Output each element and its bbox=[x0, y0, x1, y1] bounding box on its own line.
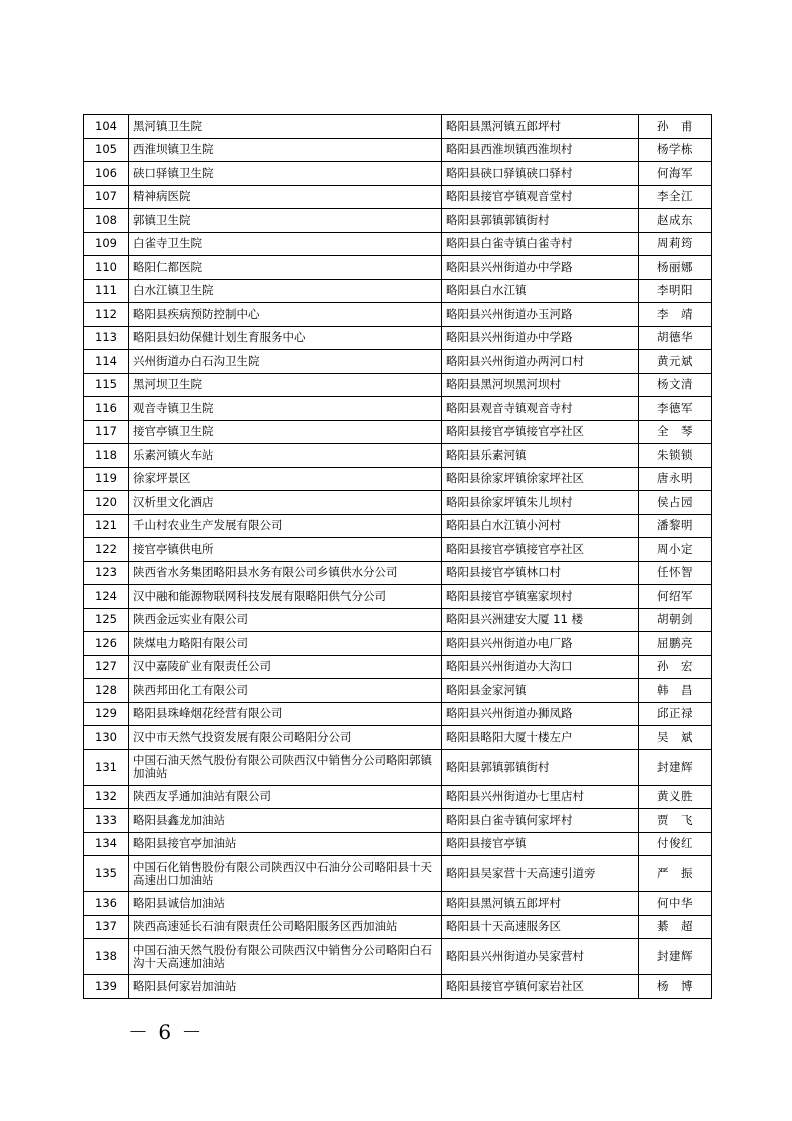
unit-address: 略阳县硖口驿镇硖口驿村 bbox=[442, 162, 639, 186]
unit-address: 略阳县接官亭镇林口村 bbox=[442, 561, 639, 585]
row-number: 137 bbox=[84, 915, 129, 939]
unit-name: 略阳仁都医院 bbox=[129, 256, 442, 280]
table-row bbox=[84, 350, 712, 374]
contact-person: 孙 甫 bbox=[639, 115, 712, 139]
unit-name: 黑河镇卫生院 bbox=[129, 115, 442, 139]
unit-address: 略阳县金家河镇 bbox=[442, 679, 639, 703]
unit-name: 陕西高速延长石油有限责任公司略阳服务区西加油站 bbox=[129, 915, 442, 939]
table-row bbox=[84, 726, 712, 750]
table-row bbox=[84, 162, 712, 186]
unit-address: 略阳县吴家营十天高速引道旁 bbox=[442, 856, 639, 892]
table-row bbox=[84, 491, 712, 515]
unit-name: 中国石油天然气股份有限公司陕西汉中销售分公司略阳郭镇加油站 bbox=[129, 749, 442, 785]
table-row bbox=[84, 326, 712, 350]
unit-address: 略阳县徐家坪镇朱儿坝村 bbox=[442, 491, 639, 515]
page-number: － 6 － bbox=[128, 1020, 204, 1044]
unit-name: 西淮坝镇卫生院 bbox=[129, 138, 442, 162]
unit-name: 汉中市天然气投资发展有限公司略阳分公司 bbox=[129, 726, 442, 750]
unit-name: 略阳县鑫龙加油站 bbox=[129, 809, 442, 833]
unit-address: 略阳县接官亭镇 bbox=[442, 832, 639, 856]
roster-table-body bbox=[84, 115, 712, 999]
table-row bbox=[84, 785, 712, 809]
table-row bbox=[84, 185, 712, 209]
unit-address: 略阳县兴州街道办电厂路 bbox=[442, 632, 639, 656]
contact-person: 封建辉 bbox=[639, 939, 712, 975]
unit-name: 乐素河镇火车站 bbox=[129, 444, 442, 468]
contact-person: 孙 宏 bbox=[639, 655, 712, 679]
table-row bbox=[84, 514, 712, 538]
unit-name: 陕煤电力略阳有限公司 bbox=[129, 632, 442, 656]
unit-address: 略阳县西淮坝镇西淮坝村 bbox=[442, 138, 639, 162]
unit-name: 白雀寺卫生院 bbox=[129, 232, 442, 256]
contact-person: 韩 昌 bbox=[639, 679, 712, 703]
table-row bbox=[84, 975, 712, 999]
table-row bbox=[84, 561, 712, 585]
contact-person: 侯占园 bbox=[639, 491, 712, 515]
unit-address: 略阳县兴州街道办大沟口 bbox=[442, 655, 639, 679]
unit-address: 略阳县徐家坪镇徐家坪社区 bbox=[442, 467, 639, 491]
table-row bbox=[84, 373, 712, 397]
row-number: 115 bbox=[84, 373, 129, 397]
table-row bbox=[84, 420, 712, 444]
contact-person: 付俊红 bbox=[639, 832, 712, 856]
unit-name: 略阳县妇幼保健计划生育服务中心 bbox=[129, 326, 442, 350]
table-row bbox=[84, 585, 712, 609]
table-row bbox=[84, 679, 712, 703]
table-row bbox=[84, 444, 712, 468]
unit-address: 略阳县接官亭镇接官亭社区 bbox=[442, 538, 639, 562]
table-row bbox=[84, 832, 712, 856]
unit-address: 略阳县兴州街道办狮凤路 bbox=[442, 702, 639, 726]
table-row bbox=[84, 915, 712, 939]
unit-name: 精神病医院 bbox=[129, 185, 442, 209]
row-number: 113 bbox=[84, 326, 129, 350]
row-number: 108 bbox=[84, 209, 129, 233]
row-number: 106 bbox=[84, 162, 129, 186]
contact-person: 屈鹏亮 bbox=[639, 632, 712, 656]
table-row bbox=[84, 115, 712, 139]
table-row bbox=[84, 303, 712, 327]
row-number: 127 bbox=[84, 655, 129, 679]
contact-person: 杨学栋 bbox=[639, 138, 712, 162]
unit-address: 略阳县黑河镇五郎坪村 bbox=[442, 892, 639, 916]
unit-name: 白水江镇卫生院 bbox=[129, 279, 442, 303]
unit-address: 略阳县白雀寺镇白雀寺村 bbox=[442, 232, 639, 256]
unit-address: 略阳县兴州街道办玉河路 bbox=[442, 303, 639, 327]
row-number: 105 bbox=[84, 138, 129, 162]
unit-name: 略阳县疾病预防控制中心 bbox=[129, 303, 442, 327]
unit-address: 略阳县接官亭镇接官亭社区 bbox=[442, 420, 639, 444]
table-row bbox=[84, 749, 712, 785]
contact-person: 黄义胜 bbox=[639, 785, 712, 809]
unit-name: 略阳县珠峰烟花经营有限公司 bbox=[129, 702, 442, 726]
contact-person: 朱锁锁 bbox=[639, 444, 712, 468]
contact-person: 李全江 bbox=[639, 185, 712, 209]
row-number: 110 bbox=[84, 256, 129, 280]
table-row bbox=[84, 702, 712, 726]
row-number: 116 bbox=[84, 397, 129, 421]
unit-address: 略阳县十天高速服务区 bbox=[442, 915, 639, 939]
unit-name: 略阳县接官亭加油站 bbox=[129, 832, 442, 856]
unit-name: 汉中融和能源物联网科技发展有限略阳供气分公司 bbox=[129, 585, 442, 609]
unit-address: 略阳县兴州街道办中学路 bbox=[442, 256, 639, 280]
contact-person: 贾 飞 bbox=[639, 809, 712, 833]
unit-name: 略阳县何家岩加油站 bbox=[129, 975, 442, 999]
unit-address: 略阳县黑河坝黑河坝村 bbox=[442, 373, 639, 397]
unit-name: 兴州街道办白石沟卫生院 bbox=[129, 350, 442, 374]
table-row bbox=[84, 209, 712, 233]
unit-address: 略阳县乐素河镇 bbox=[442, 444, 639, 468]
row-number: 133 bbox=[84, 809, 129, 833]
row-number: 135 bbox=[84, 856, 129, 892]
row-number: 123 bbox=[84, 561, 129, 585]
unit-address: 略阳县兴州街道办吴家营村 bbox=[442, 939, 639, 975]
row-number: 114 bbox=[84, 350, 129, 374]
row-number: 128 bbox=[84, 679, 129, 703]
contact-person: 何中华 bbox=[639, 892, 712, 916]
unit-address: 略阳县略阳大厦十楼左户 bbox=[442, 726, 639, 750]
row-number: 129 bbox=[84, 702, 129, 726]
roster-table bbox=[83, 114, 712, 999]
unit-name: 陕西友孚通加油站有限公司 bbox=[129, 785, 442, 809]
table-row bbox=[84, 138, 712, 162]
unit-address: 略阳县郭镇郭镇街村 bbox=[442, 749, 639, 785]
unit-address: 略阳县观音寺镇观音寺村 bbox=[442, 397, 639, 421]
table-row bbox=[84, 939, 712, 975]
unit-address: 略阳县兴州街道办中学路 bbox=[442, 326, 639, 350]
row-number: 134 bbox=[84, 832, 129, 856]
row-number: 132 bbox=[84, 785, 129, 809]
unit-address: 略阳县接官亭镇何家岩社区 bbox=[442, 975, 639, 999]
contact-person: 何海军 bbox=[639, 162, 712, 186]
unit-name: 千山村农业生产发展有限公司 bbox=[129, 514, 442, 538]
table-row bbox=[84, 232, 712, 256]
contact-person: 黄元斌 bbox=[639, 350, 712, 374]
row-number: 121 bbox=[84, 514, 129, 538]
row-number: 125 bbox=[84, 608, 129, 632]
unit-address: 略阳县白水江镇小河村 bbox=[442, 514, 639, 538]
unit-address: 略阳县接官亭镇观音堂村 bbox=[442, 185, 639, 209]
row-number: 124 bbox=[84, 585, 129, 609]
table-row bbox=[84, 256, 712, 280]
row-number: 139 bbox=[84, 975, 129, 999]
contact-person: 綦 超 bbox=[639, 915, 712, 939]
unit-name: 黑河坝卫生院 bbox=[129, 373, 442, 397]
unit-address: 略阳县接官亭镇塞家坝村 bbox=[442, 585, 639, 609]
row-number: 122 bbox=[84, 538, 129, 562]
unit-name: 陕西邦田化工有限公司 bbox=[129, 679, 442, 703]
unit-address: 略阳县白水江镇 bbox=[442, 279, 639, 303]
row-number: 112 bbox=[84, 303, 129, 327]
unit-name: 徐家坪景区 bbox=[129, 467, 442, 491]
row-number: 104 bbox=[84, 115, 129, 139]
contact-person: 杨文清 bbox=[639, 373, 712, 397]
row-number: 107 bbox=[84, 185, 129, 209]
table-row bbox=[84, 467, 712, 491]
unit-address: 略阳县兴州街道办两河口村 bbox=[442, 350, 639, 374]
unit-address: 略阳县黑河镇五郎坪村 bbox=[442, 115, 639, 139]
table-row bbox=[84, 892, 712, 916]
row-number: 119 bbox=[84, 467, 129, 491]
unit-name: 汉析里文化酒店 bbox=[129, 491, 442, 515]
unit-name: 接官亭镇供电所 bbox=[129, 538, 442, 562]
row-number: 111 bbox=[84, 279, 129, 303]
unit-name: 中国石油天然气股份有限公司陕西汉中销售分公司略阳白石沟十天高速加油站 bbox=[129, 939, 442, 975]
row-number: 120 bbox=[84, 491, 129, 515]
row-number: 126 bbox=[84, 632, 129, 656]
contact-person: 胡德华 bbox=[639, 326, 712, 350]
unit-name: 郭镇卫生院 bbox=[129, 209, 442, 233]
row-number: 136 bbox=[84, 892, 129, 916]
unit-address: 略阳县郭镇郭镇街村 bbox=[442, 209, 639, 233]
unit-name: 硖口驿镇卫生院 bbox=[129, 162, 442, 186]
contact-person: 何绍军 bbox=[639, 585, 712, 609]
contact-person: 李 靖 bbox=[639, 303, 712, 327]
contact-person: 封建辉 bbox=[639, 749, 712, 785]
table-row bbox=[84, 655, 712, 679]
unit-name: 接官亭镇卫生院 bbox=[129, 420, 442, 444]
row-number: 131 bbox=[84, 749, 129, 785]
table-row bbox=[84, 397, 712, 421]
contact-person: 赵成东 bbox=[639, 209, 712, 233]
unit-name: 陕西省水务集团略阳县水务有限公司乡镇供水分公司 bbox=[129, 561, 442, 585]
contact-person: 李明阳 bbox=[639, 279, 712, 303]
contact-person: 杨 博 bbox=[639, 975, 712, 999]
contact-person: 吴 斌 bbox=[639, 726, 712, 750]
row-number: 109 bbox=[84, 232, 129, 256]
contact-person: 任怀智 bbox=[639, 561, 712, 585]
unit-address: 略阳县兴洲建安大厦 11 楼 bbox=[442, 608, 639, 632]
row-number: 138 bbox=[84, 939, 129, 975]
contact-person: 潘黎明 bbox=[639, 514, 712, 538]
row-number: 130 bbox=[84, 726, 129, 750]
row-number: 118 bbox=[84, 444, 129, 468]
contact-person: 胡朝剑 bbox=[639, 608, 712, 632]
contact-person: 李德军 bbox=[639, 397, 712, 421]
contact-person: 严 振 bbox=[639, 856, 712, 892]
table-row bbox=[84, 279, 712, 303]
contact-person: 周莉筠 bbox=[639, 232, 712, 256]
contact-person: 全 琴 bbox=[639, 420, 712, 444]
contact-person: 邱正禄 bbox=[639, 702, 712, 726]
unit-name: 观音寺镇卫生院 bbox=[129, 397, 442, 421]
table-row bbox=[84, 632, 712, 656]
table-row bbox=[84, 608, 712, 632]
contact-person: 杨丽娜 bbox=[639, 256, 712, 280]
unit-address: 略阳县兴州街道办七里店村 bbox=[442, 785, 639, 809]
unit-name: 陕西金远实业有限公司 bbox=[129, 608, 442, 632]
unit-address: 略阳县白雀寺镇何家坪村 bbox=[442, 809, 639, 833]
row-number: 117 bbox=[84, 420, 129, 444]
contact-person: 周小定 bbox=[639, 538, 712, 562]
table-row bbox=[84, 856, 712, 892]
table-row bbox=[84, 809, 712, 833]
table-row bbox=[84, 538, 712, 562]
contact-person: 唐永明 bbox=[639, 467, 712, 491]
unit-name: 略阳县诚信加油站 bbox=[129, 892, 442, 916]
unit-name: 汉中嘉陵矿业有限责任公司 bbox=[129, 655, 442, 679]
unit-name: 中国石化销售股份有限公司陕西汉中石油分公司略阳县十天高速出口加油站 bbox=[129, 856, 442, 892]
